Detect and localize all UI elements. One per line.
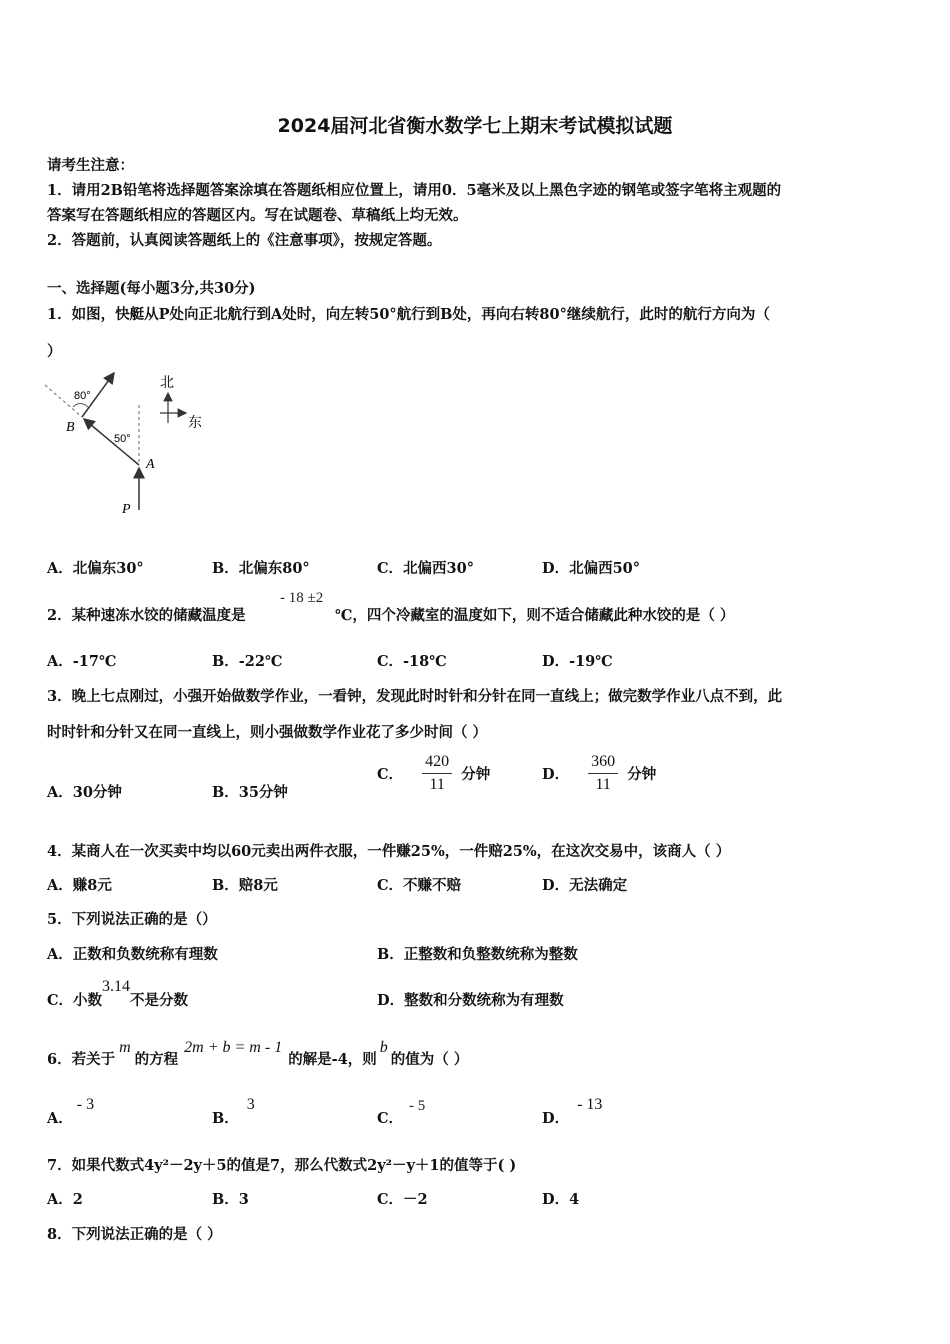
q6-option-c-label: C． bbox=[377, 1110, 404, 1127]
q5-option-a[interactable]: A．正数和负数统称有理数 bbox=[47, 946, 218, 963]
q3-option-c-numerator: 420 bbox=[422, 753, 452, 774]
q2-option-c[interactable]: C．-18℃ bbox=[377, 653, 447, 670]
q3-option-c-fraction bbox=[422, 753, 452, 794]
q3-stem-line-2: 时时针和分针又在同一直线上，则小强做数学作业花了多少时间（ ） bbox=[47, 724, 488, 741]
point-label-b: B bbox=[66, 420, 75, 435]
q3-option-d-numerator: 360 bbox=[588, 753, 618, 774]
q5-option-c[interactable] bbox=[47, 978, 189, 1010]
q3-option-a[interactable]: A．30分钟 bbox=[47, 784, 122, 801]
q6-option-b-value: 3 bbox=[246, 1096, 255, 1113]
q6-option-d-value: - 13 bbox=[577, 1096, 603, 1113]
section-heading: 一、选择题(每小题3分,共30分) bbox=[47, 280, 256, 297]
path-a-to-b bbox=[84, 419, 139, 465]
q3-option-b[interactable]: B．35分钟 bbox=[212, 784, 288, 801]
q2-stem-pre: 2．某种速冻水饺的储藏温度是 bbox=[47, 607, 246, 624]
q4-option-b[interactable]: B．赔8元 bbox=[212, 877, 278, 894]
q1-option-a[interactable]: A．北偏东30° bbox=[47, 560, 144, 577]
q6-var-m: m bbox=[119, 1039, 131, 1056]
q2-option-b[interactable]: B．-22℃ bbox=[212, 653, 283, 670]
q3-stem-line-1: 3．晚上七点刚过，小强开始做数学作业，一看钟，发现此时时针和分针在同一直线上；做完数学作业八点不到，此 bbox=[47, 688, 783, 705]
q6-option-b-label: B． bbox=[212, 1110, 239, 1127]
q8-stem: 8．下列说法正确的是（ ） bbox=[47, 1226, 222, 1243]
angle-label-80: 80° bbox=[74, 390, 91, 402]
q5-option-c-pre: C．小数 bbox=[47, 992, 103, 1009]
q3-option-d-fraction bbox=[588, 753, 618, 794]
q3-option-c-label: C． bbox=[377, 766, 404, 783]
point-label-p: P bbox=[122, 502, 131, 517]
q1-option-b[interactable]: B．北偏东80° bbox=[212, 560, 310, 577]
q5-option-c-post: 不是分数 bbox=[130, 992, 189, 1009]
q6-stem-pre: 6．若关于 bbox=[47, 1051, 116, 1068]
q4-option-c[interactable]: C．不赚不赔 bbox=[377, 877, 462, 894]
compass-east-label: 东 bbox=[188, 415, 202, 431]
q6-option-d[interactable] bbox=[542, 1096, 603, 1128]
q6-stem-post2: 的值为（ ） bbox=[390, 1051, 469, 1068]
q2-temperature: - 18 ±2 bbox=[280, 590, 324, 606]
q3-option-c-unit: 分钟 bbox=[461, 766, 491, 783]
q1-figure bbox=[40, 365, 220, 525]
q7-option-a[interactable]: A．2 bbox=[47, 1191, 83, 1208]
q1-stem-line-1: 1．如图，快艇从P处向正北航行到A处时，向左转50°航行到B处，再向右转80°继续航行，此时的航行方向为（ bbox=[47, 306, 770, 323]
q2-stem-post: ℃，四个冷藏室的温度如下，则不适合储藏此种水饺的是（ ） bbox=[335, 607, 735, 624]
q6-var-b: b bbox=[379, 1039, 388, 1056]
q7-option-c[interactable]: C．－2 bbox=[377, 1191, 428, 1208]
q3-option-c[interactable] bbox=[377, 753, 490, 794]
q6-option-c[interactable] bbox=[377, 1098, 426, 1128]
q1-option-c[interactable]: C．北偏西30° bbox=[377, 560, 474, 577]
q3-option-c-denominator: 11 bbox=[429, 776, 445, 793]
q5-option-c-math: 3.14 bbox=[102, 978, 131, 995]
q7-option-d[interactable]: D．4 bbox=[542, 1191, 580, 1208]
notice-line-2: 答案写在答题纸相应的答题区内。写在试题卷、草稿纸上均无效。 bbox=[47, 207, 468, 224]
q5-stem: 5．下列说法正确的是（） bbox=[47, 911, 217, 928]
q4-option-a[interactable]: A．赚8元 bbox=[47, 877, 112, 894]
notice-heading: 请考生注意： bbox=[47, 157, 134, 174]
compass-north-label: 北 bbox=[160, 375, 174, 391]
q2-option-d[interactable]: D．-19℃ bbox=[542, 653, 613, 670]
q7-stem: 7．如果代数式4y²－2y＋5的值是7，那么代数式2y²－y＋1的值等于( ) bbox=[47, 1157, 517, 1174]
notice-line-1: 1．请用2B铅笔将选择题答案涂填在答题纸相应位置上，请用0．5毫米及以上黑色字迹的钢笔或签字笔将主观题的 bbox=[47, 182, 782, 199]
notice-line-3: 2．答题前，认真阅读答题纸上的《注意事项》，按规定答题。 bbox=[47, 232, 442, 249]
q1-option-d[interactable]: D．北偏西50° bbox=[542, 560, 641, 577]
q6-option-b[interactable] bbox=[212, 1096, 255, 1128]
q6-option-c-value: - 5 bbox=[409, 1098, 426, 1114]
q6-stem-mid: 的方程 bbox=[134, 1051, 179, 1068]
q3-option-d-unit: 分钟 bbox=[627, 766, 657, 783]
q6-option-d-label: D． bbox=[542, 1110, 570, 1127]
q2-option-a[interactable]: A．-17℃ bbox=[47, 653, 117, 670]
q3-option-d[interactable] bbox=[542, 753, 656, 794]
q6-stem-post1: 的解是-4，则 bbox=[288, 1051, 377, 1068]
q7-option-b[interactable]: B．3 bbox=[212, 1191, 249, 1208]
q6-option-a-value: - 3 bbox=[76, 1096, 95, 1113]
q5-option-d[interactable]: D．整数和分数统称为有理数 bbox=[377, 992, 564, 1009]
point-label-a: A bbox=[146, 457, 155, 472]
q1-stem-line-2: ） bbox=[47, 343, 62, 360]
page-title: 2024届河北省衡水数学七上期末考试模拟试题 bbox=[277, 115, 673, 137]
q5-option-b[interactable]: B．正整数和负整数统称为整数 bbox=[377, 946, 578, 963]
q6-option-a[interactable] bbox=[47, 1096, 95, 1128]
q4-option-d[interactable]: D．无法确定 bbox=[542, 877, 628, 894]
q6-stem bbox=[47, 1039, 469, 1069]
q6-option-a-label: A． bbox=[47, 1110, 73, 1127]
q4-stem: 4．某商人在一次买卖中均以60元卖出两件衣服，一件赚25%，一件赔25%，在这次交易中，该商人（ ） bbox=[47, 843, 731, 860]
q6-equation: 2m + b = m - 1 bbox=[184, 1039, 283, 1056]
angle-arc-b bbox=[73, 404, 88, 408]
q3-option-d-denominator: 11 bbox=[595, 776, 611, 793]
angle-label-50: 50° bbox=[114, 433, 131, 445]
q3-option-d-label: D． bbox=[542, 766, 570, 783]
